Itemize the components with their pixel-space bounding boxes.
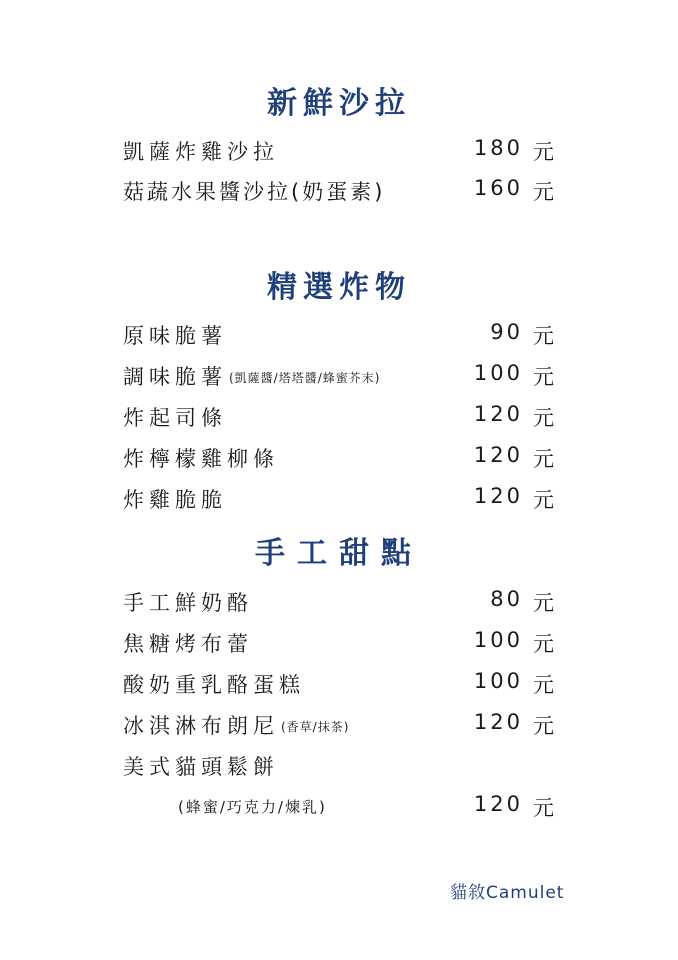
menu-item-name: 手工鮮奶酪 [123, 591, 253, 615]
menu-item-price: 100 [473, 628, 523, 652]
menu-item-price: 120 [473, 443, 523, 467]
menu-item-name [123, 361, 380, 391]
menu-item-unit: 元 [533, 591, 554, 615]
menu-item-name: 炸雞脆脆 [123, 488, 227, 512]
brand-signature: 貓敘Camulet [450, 883, 565, 903]
menu-item-name: 原味脆薯 [123, 324, 227, 348]
menu-item-unit: 元 [533, 324, 554, 348]
menu-item-unit: 元 [533, 488, 554, 512]
section-title-dessert: 手工甜點 [255, 536, 423, 571]
menu-item-price: 100 [473, 669, 523, 693]
menu-item-label: 調味脆薯 [123, 365, 227, 389]
menu-item-price: 100 [473, 361, 523, 385]
menu-item-price: 80 [490, 587, 523, 611]
menu-item-price: 90 [490, 320, 523, 344]
menu-item-name: 焦糖烤布蕾 [123, 632, 253, 656]
menu-item-name: 炸檸檬雞柳條 [123, 447, 279, 471]
menu-item-name [123, 710, 349, 740]
section-title-fried: 精選炸物 [267, 270, 411, 305]
menu-item-price: 180 [473, 136, 523, 160]
menu-item-label: 冰淇淋布朗尼 [123, 714, 279, 738]
menu-item-unit: 元 [533, 714, 554, 738]
menu-item-unit: 元 [533, 365, 554, 389]
menu-item-price: 120 [473, 402, 523, 426]
menu-item-unit: 元 [533, 406, 554, 430]
section-title-salad: 新鮮沙拉 [267, 86, 411, 121]
menu-item-unit: 元 [533, 140, 554, 164]
menu-item-unit: 元 [533, 673, 554, 697]
menu-item-name: 凱薩炸雞沙拉 [123, 140, 279, 164]
menu-item-name: 酸奶重乳酪蛋糕 [123, 673, 305, 697]
menu-item-name: 菇蔬水果醬沙拉(奶蛋素) [123, 180, 386, 204]
menu-item-note: (香草/抹茶) [281, 720, 350, 734]
menu-item-name: 美式貓頭鬆餅 [123, 755, 279, 779]
menu-item-unit: 元 [533, 447, 554, 471]
menu-item-price: 120 [473, 792, 523, 816]
menu-item-unit: 元 [533, 180, 554, 204]
menu-item-unit: 元 [533, 632, 554, 656]
menu-item-note: (蜂蜜/巧克力/煉乳) [178, 798, 327, 816]
menu-item-note: (凱薩醬/塔塔醬/蜂蜜芥末) [229, 371, 381, 385]
menu-item-unit: 元 [533, 796, 554, 820]
menu-item-price: 160 [473, 176, 523, 200]
menu-item-price: 120 [473, 710, 523, 734]
menu-item-name: 炸起司條 [123, 406, 227, 430]
menu-item-price: 120 [473, 484, 523, 508]
